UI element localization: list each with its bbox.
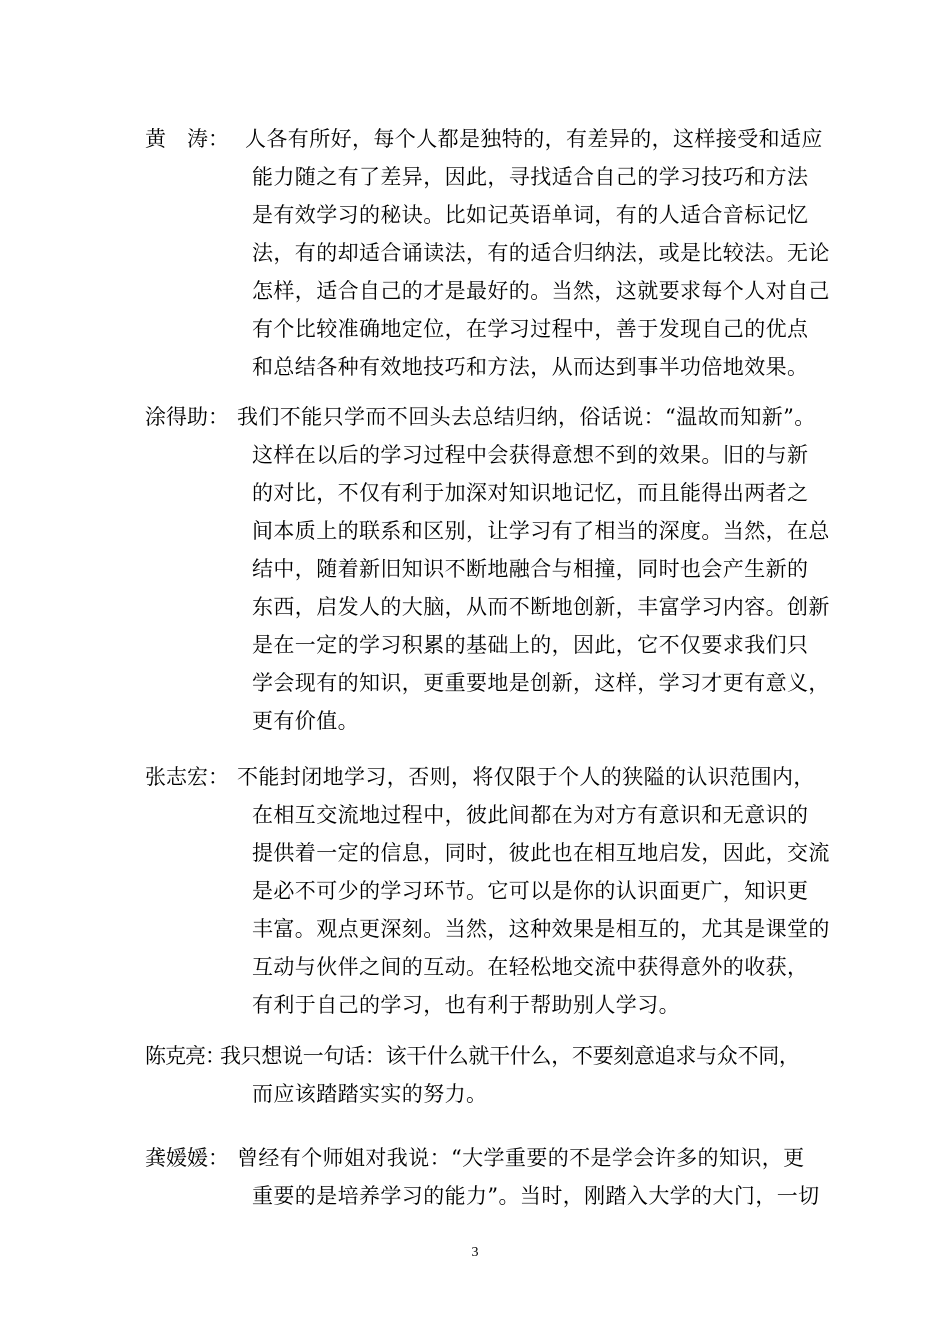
text-line: 不能封闭地学习，否则，将仅限于个人的狭隘的认识范围内， [237, 765, 815, 789]
text-line: 这样在以后的学习过程中会获得意想不到的效果。旧的与新 [252, 443, 809, 467]
text-line: 怎样，适合自己的才是最好的。当然，这就要求每个人对自己 [252, 279, 830, 303]
page-number: 3 [471, 1245, 479, 1260]
text-line: 能力随之有了差异，因此，寻找适合自己的学习技巧和方法 [252, 165, 809, 189]
text-line: 是在一定的学习积累的基础上的，因此，它不仅要求我们只 [252, 633, 809, 657]
speaker-name: 涂得助： [145, 405, 229, 429]
text-line: 互动与伙伴之间的互动。在轻松地交流中获得意外的收获， [252, 955, 809, 979]
text-line: 是必不可少的学习环节。它可以是你的认识面更广，知识更 [252, 879, 809, 903]
text-line: 更有价值。 [252, 709, 359, 733]
text-line: 提供着一定的信息，同时，彼此也在相互地启发，因此，交流 [252, 841, 830, 865]
text-line: 人各有所好，每个人都是独特的，有差异的，这样接受和适应 [245, 127, 823, 151]
text-line: 有个比较准确地定位，在学习过程中，善于发现自己的优点 [252, 317, 809, 341]
text-line: 重要的是培养学习的能力”。当时，刚踏入大学的大门，一切 [252, 1184, 820, 1208]
text-line: 曾经有个师姐对我说：“大学重要的不是学会许多的知识，更 [237, 1146, 805, 1170]
text-line: 丰富。观点更深刻。当然，这种效果是相互的，尤其是课堂的 [252, 917, 830, 941]
text-line: 的对比，不仅有利于加深对知识地记忆，而且能得出两者之 [252, 481, 809, 505]
text-line: 学会现有的知识，更重要地是创新，这样，学习才更有意义， [252, 671, 830, 695]
text-line: 和总结各种有效地技巧和方法，从而达到事半功倍地效果。 [252, 355, 809, 379]
text-line: 间本质上的联系和区别，让学习有了相当的深度。当然，在总 [252, 519, 830, 543]
text-line: 法，有的却适合诵读法，有的适合归纳法，或是比较法。无论 [252, 241, 830, 265]
speaker-name: 陈克亮： [145, 1044, 225, 1068]
text-line: 结中，随着新旧知识不断地融合与相撞，同时也会产生新的 [252, 557, 809, 581]
text-line: 东西，启发人的大脑，从而不断地创新，丰富学习内容。创新 [252, 595, 830, 619]
speaker-name: 张志宏： [145, 765, 229, 789]
text-line: 我们不能只学而不回头去总结归纳，俗话说：“温故而知新”。 [237, 405, 816, 429]
text-line: 有利于自己的学习，也有利于帮助别人学习。 [252, 993, 680, 1017]
speaker-name: 黄 涛： [145, 127, 229, 151]
text-line: 在相互交流地过程中，彼此间都在为对方有意识和无意识的 [252, 803, 809, 827]
speaker-name: 龚媛媛： [145, 1146, 229, 1170]
text-line: 我只想说一句话：该干什么就干什么，不要刻意追求与众不同， [220, 1044, 800, 1068]
text-line: 而应该踏踏实实的努力。 [252, 1082, 488, 1106]
text-line: 是有效学习的秘诀。比如记英语单词，有的人适合音标记忆 [252, 203, 809, 227]
